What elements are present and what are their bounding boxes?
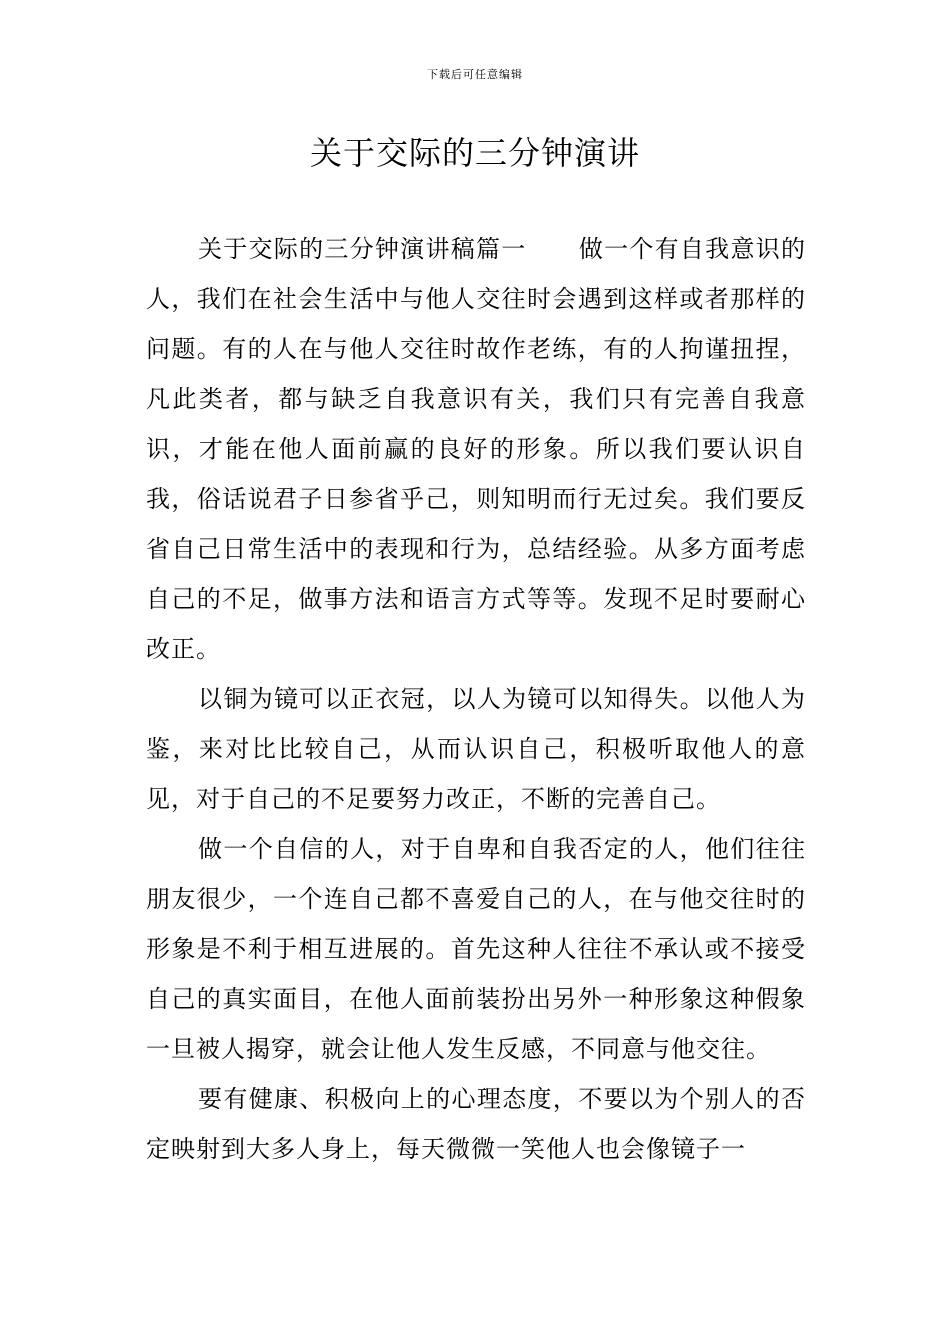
document-body <box>146 224 806 1174</box>
paragraph-1 <box>146 224 806 674</box>
paragraph-1-text: 做一个有自我意识的人，我们在社会生活中与他人交往时会遇到这样或者那样的问题。有的人在与他人交往时故作老练，有的人拘谨扭捏，凡此类者，都与缺乏自我意识有关，我们只有完善自我意识，才能在他人面前赢的良好的形象。所以我们要认识自我，俗话说君子日参省乎己，则知明而行无过矣。我们要反省自己日常生活中的表现和行为，总结经验。从多方面考虑自己的不足，做事方法和语言方式等等。发现不足时要耐心改正。 <box>146 235 807 663</box>
document-title: 关于交际的三分钟演讲 <box>309 134 640 172</box>
paragraph-2: 以铜为镜可以正衣冠，以人为镜可以知得失。以他人为鉴，来对比比较自己，从而认识自己，积极听取他人的意见，对于自己的不足要努力改正，不断的完善自己。 <box>146 685 806 813</box>
header-note: 下载后可任意编辑 <box>427 68 523 81</box>
paragraph-4: 要有健康、积极向上的心理态度，不要以为个别人的否定映射到大多人身上，每天微微一笑他人也会像镜子一 <box>146 1085 806 1163</box>
section-label: 关于交际的三分钟演讲稿篇一 <box>198 235 527 263</box>
paragraph-3: 做一个自信的人，对于自卑和自我否定的人，他们往往朋友很少，一个连自己都不喜爱自己的人，在与他交往时的形象是不利于相互进展的。首先这种人往往不承认或不接受自己的真实面目，在他人面前装扮出另外一种形象这种假象一旦被人揭穿，就会让他人发生反感，不同意与他交往。 <box>146 835 806 1063</box>
